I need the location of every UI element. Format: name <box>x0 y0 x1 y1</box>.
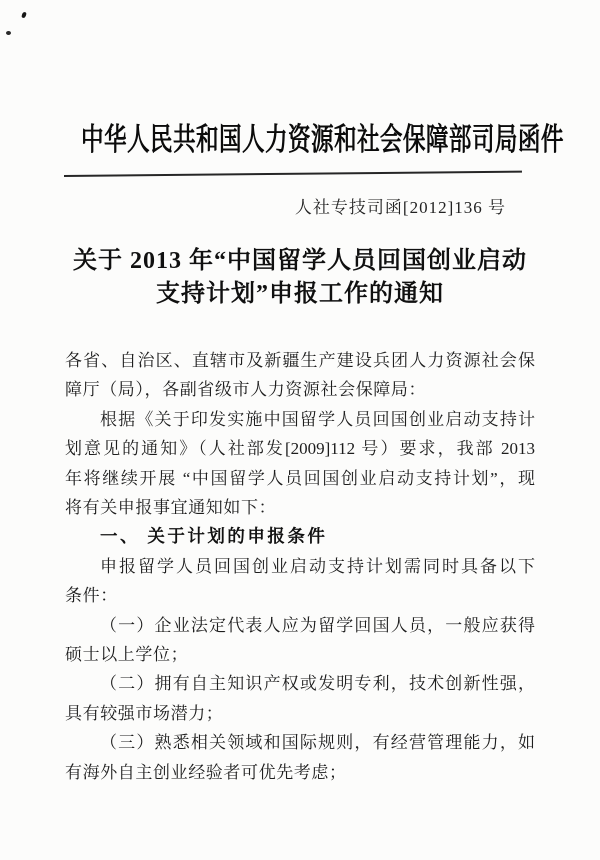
body-line: 将有关申报事宜通知如下： <box>65 498 277 518</box>
document-reference-number: 人社专技司函[2012]136 号 <box>294 198 506 217</box>
body-line: 各省、自治区、直辖市及新疆生产建设兵团人力资源社会保 <box>65 351 535 370</box>
scan-speck <box>21 12 27 19</box>
body-line: 具有较强市场潜力； <box>65 703 224 723</box>
body-line: 申报留学人员回国创业启动支持计划需同时具备以下 <box>100 556 535 576</box>
body-line: 硕士以上学位； <box>65 645 189 665</box>
letterhead-org-title: 中华人民共和国人力资源和社会保障部司局函件 <box>81 122 564 157</box>
document-body <box>65 346 535 787</box>
document-title-line-2: 支持计划”申报工作的通知 <box>156 281 444 307</box>
body-line: 年将继续开展 “中国留学人员回国创业启动支持计划”，现 <box>65 468 535 488</box>
document-title-line-1: 关于 2013 年“中国留学人员回国创业启动 <box>73 248 527 274</box>
body-line: （二）拥有自主知识产权或发明专利，技术创新性强， <box>100 674 535 694</box>
body-line: 根据《关于印发实施中国留学人员回国创业启动支持计 <box>100 409 535 429</box>
scan-speck <box>6 31 11 35</box>
body-line: 有海外自主创业经验者可优先考虑； <box>65 762 347 782</box>
body-line: 条件： <box>65 586 118 606</box>
body-line: （一）企业法定代表人应为留学回国人员，一般应获得 <box>100 615 535 635</box>
section-heading: 一、 关于计划的申报条件 <box>100 526 328 547</box>
letterhead-divider-rule <box>64 171 522 177</box>
body-line: （三）熟悉相关领域和国际规则，有经营管理能力，如 <box>100 733 535 753</box>
document-title <box>10 245 590 311</box>
body-line: 划意见的通知》（人社部发[2009]112 号）要求，我部 2013 <box>65 439 535 459</box>
body-line: 障厅（局），各副省级市人力资源社会保障局： <box>65 380 427 400</box>
